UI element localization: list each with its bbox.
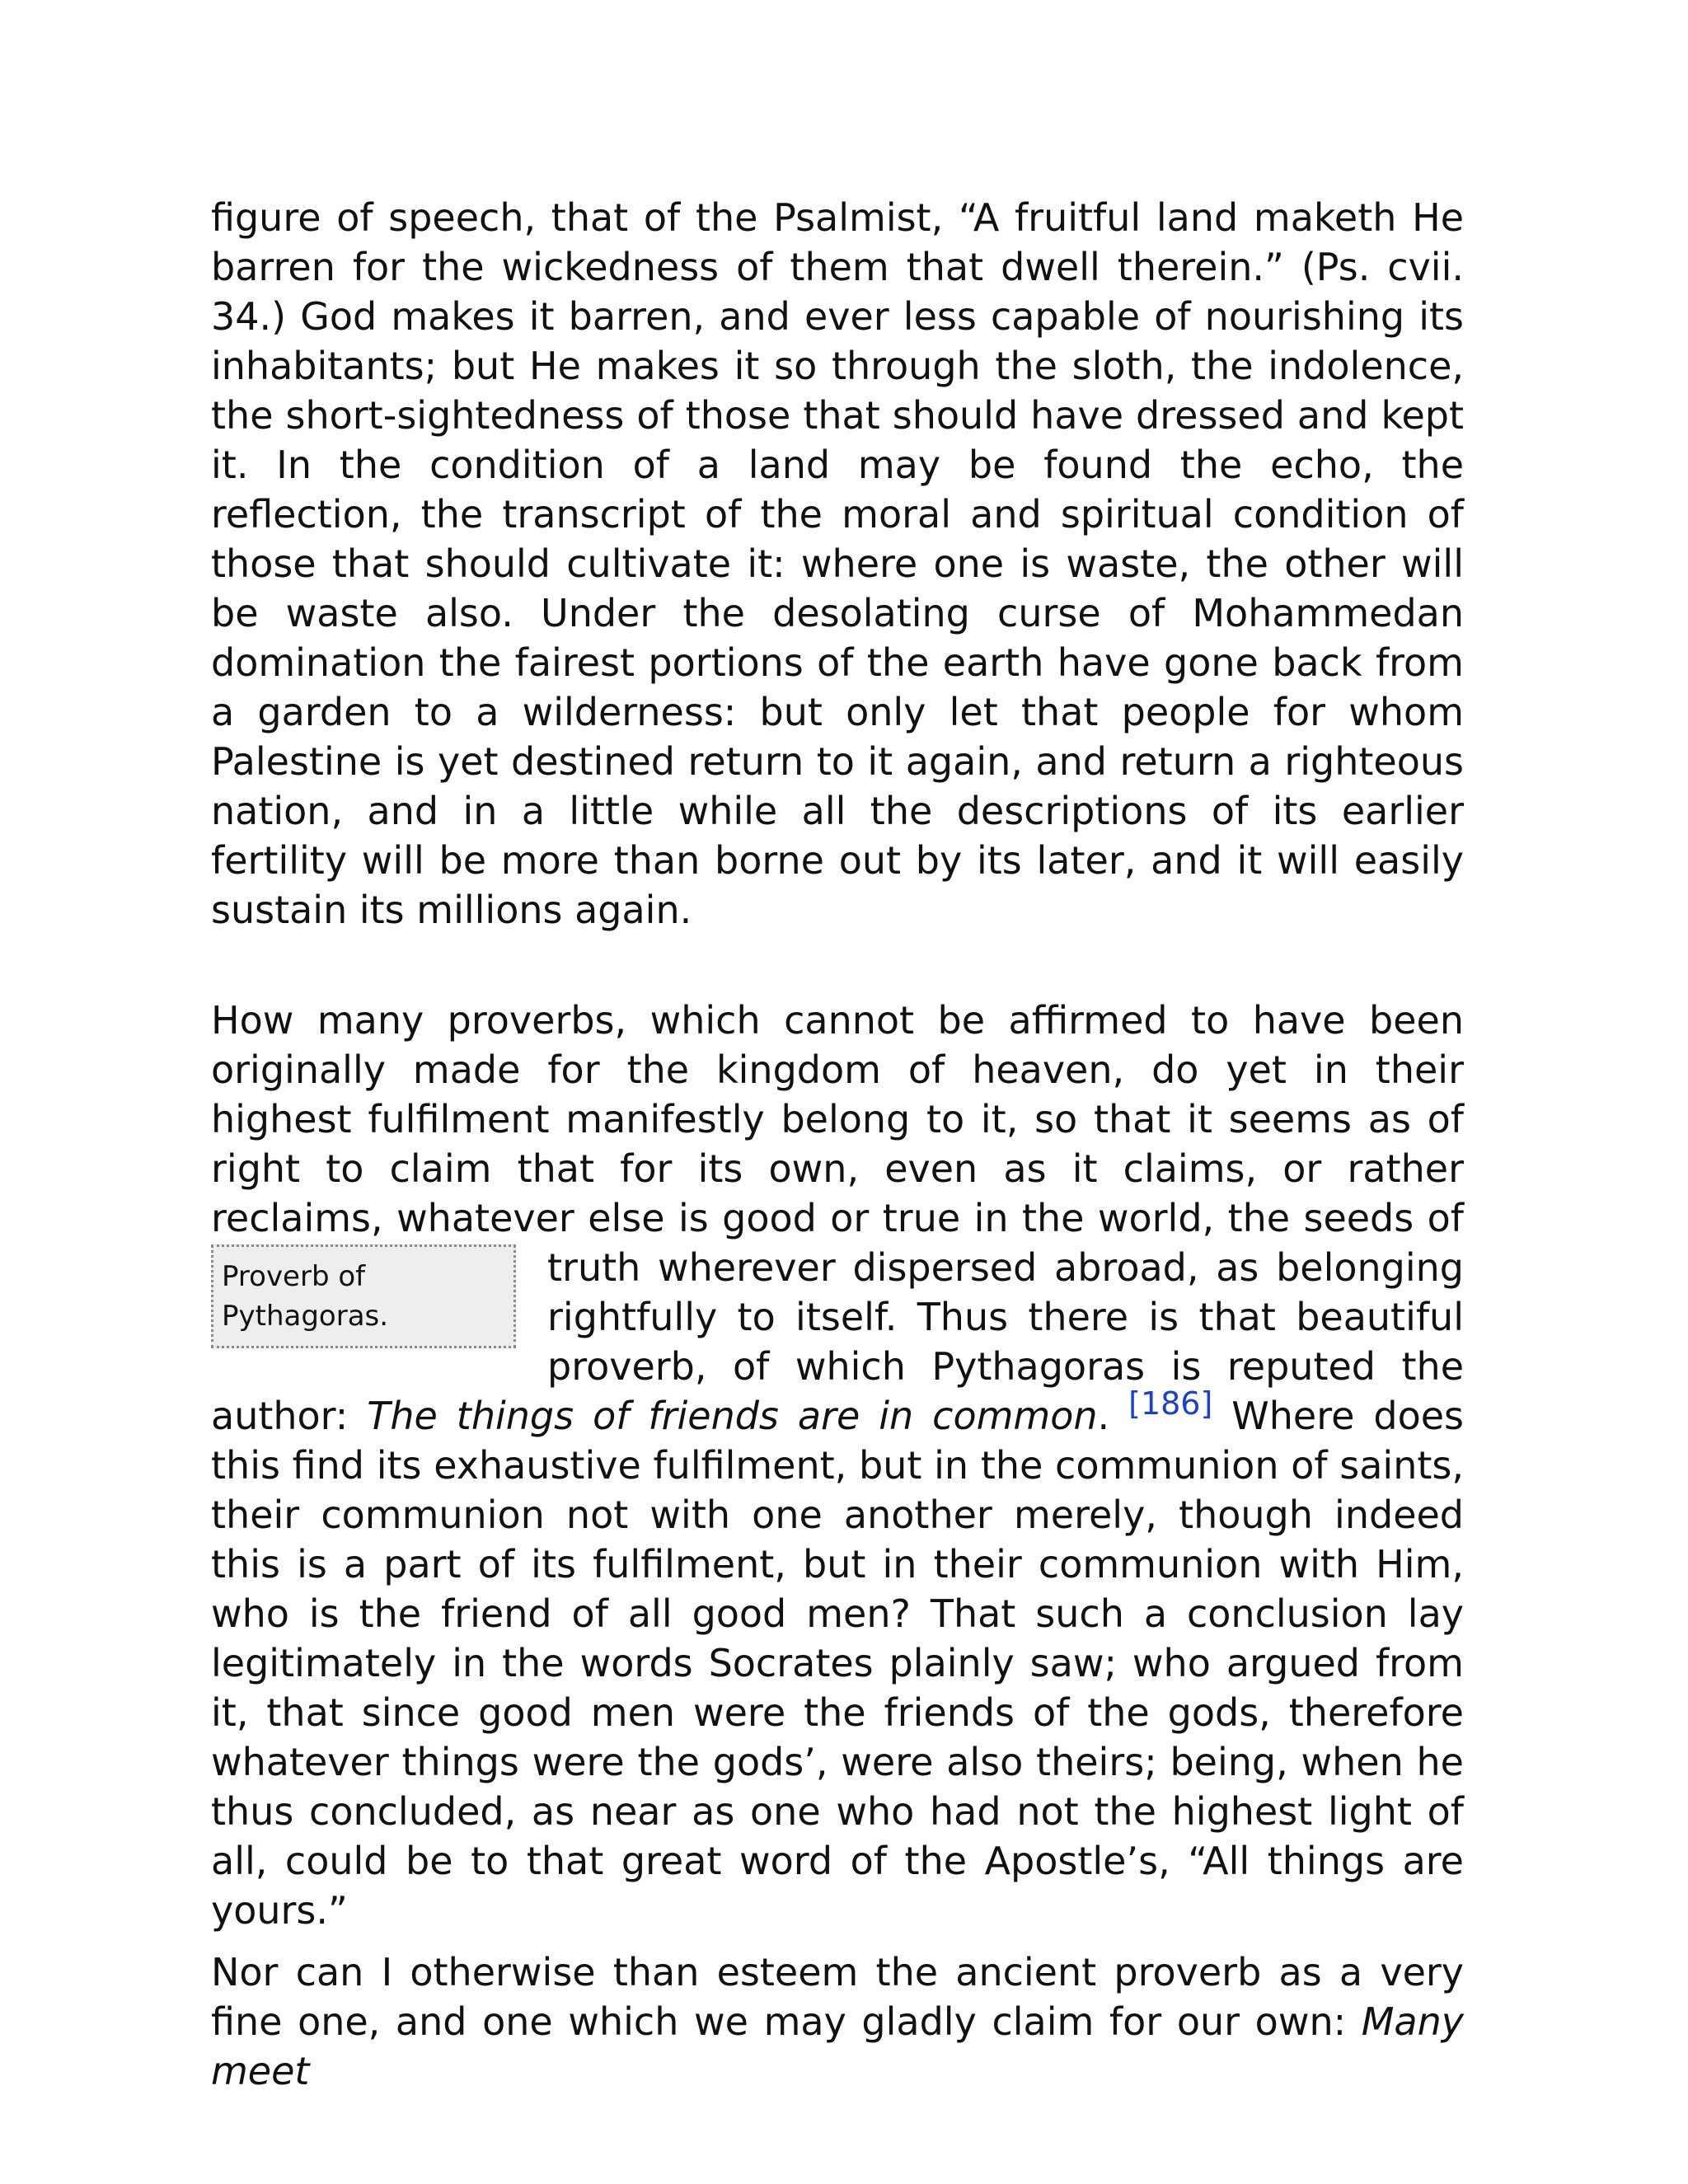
footnote-link-186[interactable]: [186] <box>1128 1385 1213 1422</box>
paragraph-text-rest: Where does this find its exhaustive fulfilment, but in the communion of saints, their communion not with one another merely, though indeed this is a part of its fulfilment, but in their communion with Him, who is the friend of all good men? That such a conclusion lay legitimately in the words Socrates plainly saw; who argued from it, that since good men were the friends of the gods, therefore whatever things were the gods’, were also theirs; being, when he thus concluded, as near as one who had not the highest light of all, could be to that great word of the Apostle’s, “All things are yours.” <box>211 1394 1465 1933</box>
paragraph-proverbs <box>211 996 1464 1935</box>
paragraph-text-continued: abroad, as belonging rightfully to itself. Thus there is that beautiful proverb, of which Pythagoras is reputed the author: <box>211 1245 1464 1438</box>
paragraph-ancient-proverb <box>211 1947 1464 2096</box>
proverb-period: . <box>1097 1394 1110 1438</box>
page-content <box>211 193 1464 2096</box>
paragraph-text: Nor can I otherwise than esteem the ancient proverb as a very fine one, and one which we may gladly claim for our own: <box>211 1950 1464 2044</box>
proverb-quote: The things of friends are in common <box>367 1394 1098 1438</box>
paragraph-text-intro: How many proverbs, which cannot be affirmed to have been originally made for the kingdom of heaven, do yet in their highest fulfilment manifestly belong to it, so that it seems as of right to claim that for its own, even as it claims, or rather reclaims, whatever else is good or true in the world, the seeds of truth wherever dispersed <box>211 998 1464 1290</box>
sidenote-proverb-of-pythagoras: Proverb of Pythagoras. <box>211 1244 516 1348</box>
paragraph-text: figure of speech, that of the Psalmist, “A fruitful land maketh He barren for the wickedness of them that dwell therein.” (Ps. cvii. 34.) God makes it barren, and ever less capable of nourishing its inhabitants; but He makes it so through the sloth, the indolence, the short-sightedness of those that should have dressed and kept it. In the condition of a land may be found the echo, the reflection, the transcript of the moral and spiritual condition of those that should cultivate it: where one is waste, the other will be waste also. Under the desolating curse of Mohammedan domination the fairest portions of the earth have gone back from a garden to a wilderness: but only let that people for whom Palestine is yet destined return to it again, and return a righteous nation, and in a little while all the descriptions of its earlier fertility will be more than borne out by its later, and it will easily sustain its millions again. <box>211 195 1464 932</box>
proverb-quote-partial: Many meet <box>211 1999 1464 2093</box>
paragraph-psalmist <box>211 193 1464 935</box>
